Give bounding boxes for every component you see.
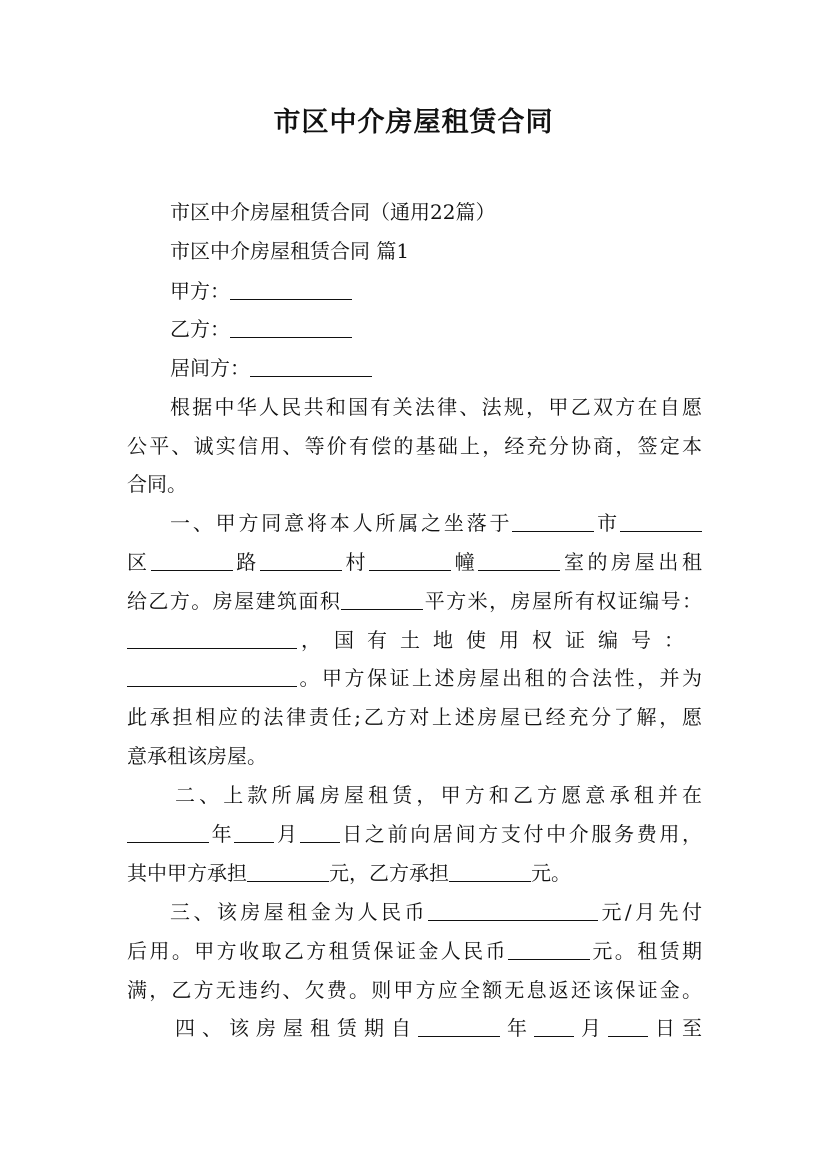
- clause-text: 日之前向居间方支付中介服务费用，: [339, 822, 703, 846]
- intermediary-label: 居间方：: [170, 356, 250, 380]
- clause-text: 给乙方。房屋建筑面积: [127, 589, 342, 613]
- clause-4-line: [175, 1016, 702, 1040]
- clause-1-line: [127, 550, 702, 574]
- clause-text: 后用。甲方收取乙方租赁保证金人民币: [127, 939, 508, 963]
- clause-text: 一、甲方同意将本人所属之坐落于: [170, 511, 513, 535]
- clause-text: 元，乙方承担: [329, 861, 449, 885]
- clause-text: 幢: [451, 550, 479, 574]
- intro-line: 根据中华人民共和国有关法律、法规，甲乙双方在自愿: [170, 395, 702, 419]
- clause-text: 路: [232, 550, 260, 574]
- clause-text: 平方米，房屋所有权证编号：: [423, 589, 703, 613]
- blank-field: [234, 824, 274, 843]
- party-b-line: [170, 317, 702, 341]
- blank-field: [300, 824, 340, 843]
- blank-field: [428, 902, 598, 921]
- party-a-line: [170, 279, 702, 303]
- blank-field: [369, 552, 451, 571]
- clause-1-line: [170, 511, 702, 535]
- clause-1-line: [127, 666, 702, 690]
- clause-text: 元。: [531, 861, 571, 885]
- clause-text: 元/月先付: [597, 900, 702, 924]
- blank-field: [341, 591, 423, 610]
- blank-field: [534, 1018, 574, 1037]
- clause-2-line: 二、上款所属房屋租赁，甲方和乙方愿意承租并在: [175, 783, 702, 807]
- blank-field: [478, 552, 560, 571]
- blank-field: [127, 668, 297, 687]
- intermediary-line: [170, 356, 702, 380]
- clause-text: 日至: [648, 1016, 702, 1040]
- clause-3-line: 满，乙方无违约、欠费。则甲方应全额无息返还该保证金。: [127, 978, 702, 1002]
- clause-text: 元。租赁期: [589, 939, 703, 963]
- party-a-blank: [230, 281, 352, 300]
- clause-text: 月: [274, 822, 300, 846]
- blank-field: [127, 630, 297, 649]
- blank-field: [512, 513, 594, 532]
- section-heading: 市区中介房屋租赁合同 篇1: [170, 239, 410, 263]
- party-b-blank: [230, 319, 352, 338]
- clause-text: 村: [341, 550, 370, 574]
- clause-text: 四、该房屋租赁期自: [175, 1016, 418, 1040]
- clause-text: 室的房屋出租: [560, 550, 703, 574]
- blank-field: [151, 552, 233, 571]
- clause-text: 三、该房屋租金为人民币: [170, 900, 428, 924]
- clause-text: 区: [127, 550, 151, 574]
- clause-text: 其中甲方承担: [127, 861, 247, 885]
- clause-text: 年: [209, 822, 235, 846]
- intro-line: 公平、诚实信用、等价有偿的基础上，经充分协商，签定本: [127, 434, 702, 458]
- blank-field: [127, 824, 209, 843]
- clause-1-line: [127, 589, 702, 613]
- clause-text: 市: [594, 511, 621, 535]
- party-a-label: 甲方：: [170, 279, 230, 303]
- clause-2-line: [127, 822, 702, 846]
- clause-1-line: [127, 628, 702, 652]
- blank-field: [449, 863, 531, 882]
- clause-text: ，国有土地使用权证编号：: [301, 628, 697, 652]
- blank-field: [608, 1018, 648, 1037]
- clause-text: 。甲方保证上述房屋出租的合法性，并为: [297, 666, 702, 690]
- clause-2-line: [127, 861, 702, 885]
- clause-text: 月: [574, 1016, 608, 1040]
- clause-3-line: [170, 900, 702, 924]
- intro-line: 合同。: [127, 472, 187, 496]
- clause-text: 年: [500, 1016, 534, 1040]
- blank-field: [620, 513, 702, 532]
- blank-field: [508, 941, 590, 960]
- blank-field: [247, 863, 329, 882]
- clause-1-line: 此承担相应的法律责任;乙方对上述房屋已经充分了解，愿: [127, 705, 702, 729]
- clause-1-line: 意承租该房屋。: [127, 744, 267, 768]
- blank-field: [260, 552, 342, 571]
- document-title: 市区中介房屋租赁合同: [273, 107, 554, 138]
- subtitle: 市区中介房屋租赁合同（通用22篇）: [170, 200, 496, 224]
- intermediary-blank: [250, 358, 372, 377]
- blank-field: [418, 1018, 500, 1037]
- clause-3-line: [127, 939, 702, 963]
- party-b-label: 乙方：: [170, 317, 230, 341]
